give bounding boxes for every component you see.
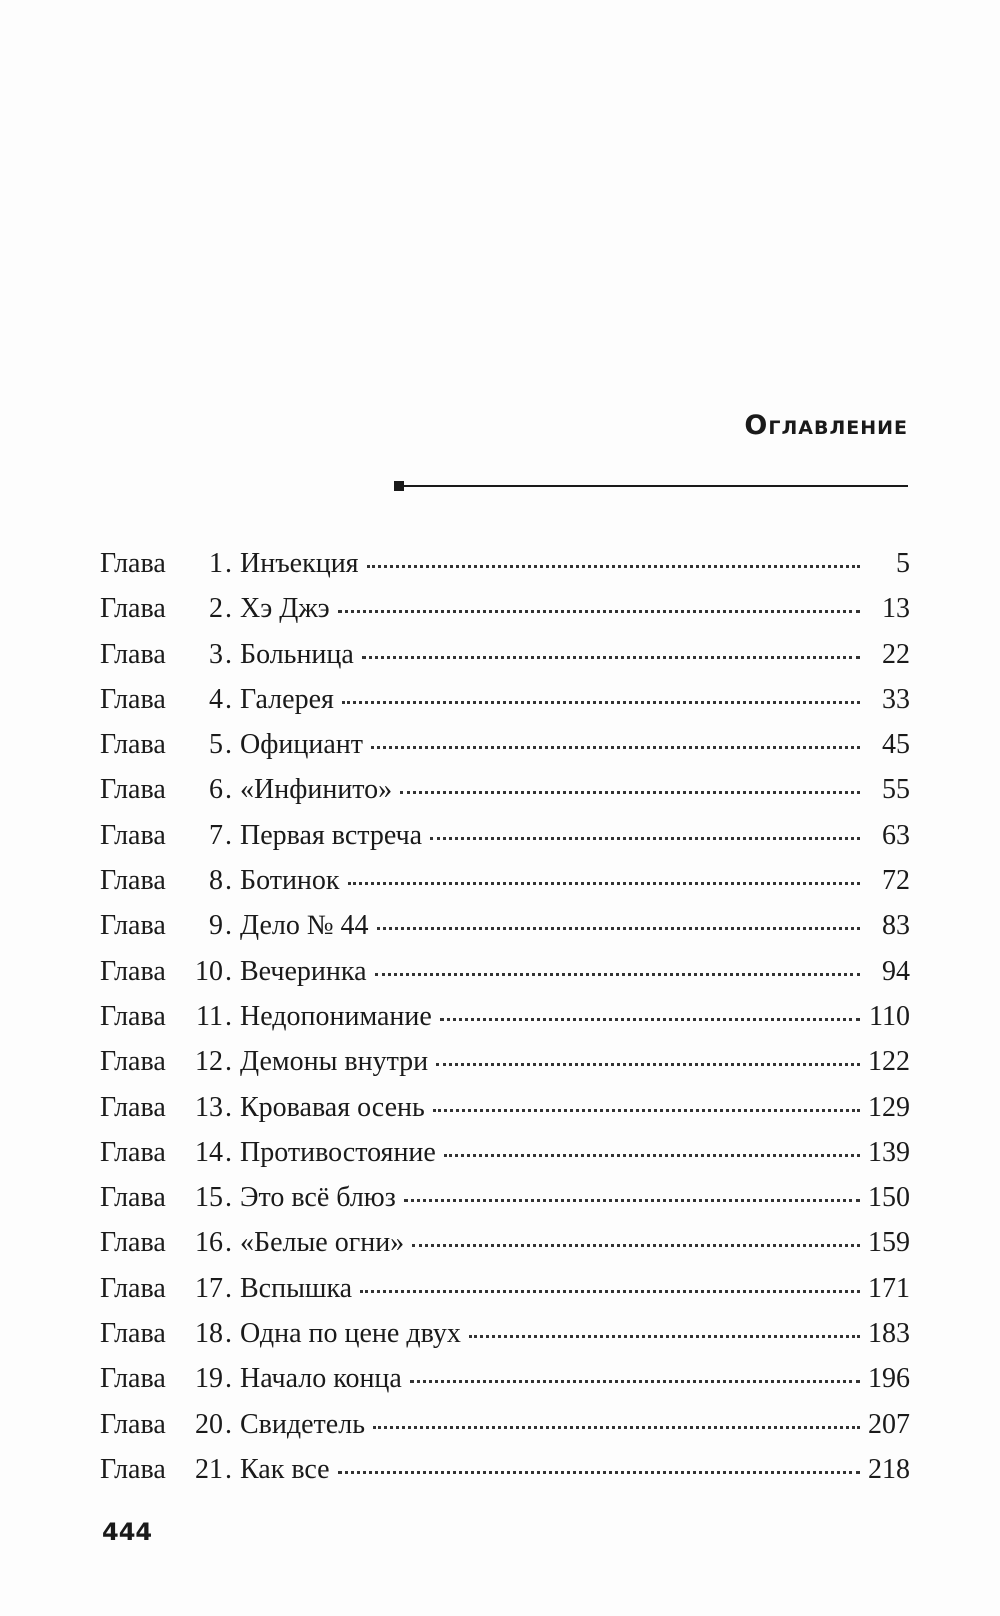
toc-entry-number-dot: . bbox=[225, 1272, 232, 1304]
toc-entry-number-dot: . bbox=[225, 865, 232, 897]
toc-entry[interactable] bbox=[100, 1318, 910, 1363]
rule-line bbox=[402, 485, 908, 487]
toc-entry-page: 196 bbox=[868, 1363, 910, 1395]
toc-entry-word: Глава bbox=[100, 1272, 166, 1304]
toc-entry-number: 13 bbox=[195, 1091, 223, 1123]
toc-entry-word: Глава bbox=[100, 865, 166, 897]
toc-dot-leader bbox=[377, 927, 860, 930]
toc-entry-number-dot: . bbox=[225, 683, 232, 715]
toc-entry-word: Глава bbox=[100, 1091, 166, 1123]
toc-entry-number-dot: . bbox=[225, 548, 232, 579]
toc-entry-title: Свидетель bbox=[240, 1408, 365, 1440]
toc-entry-title: Одна по цене двух bbox=[240, 1318, 461, 1350]
toc-entry-title: Дело № 44 bbox=[240, 910, 369, 942]
toc-entry-title: Кровавая осень bbox=[240, 1091, 425, 1123]
toc-entry-number-dot: . bbox=[225, 910, 232, 942]
toc-entry-number: 5 bbox=[209, 729, 223, 761]
toc-entry[interactable] bbox=[100, 1092, 910, 1137]
toc-dot-leader bbox=[430, 837, 860, 840]
toc-entry-word: Глава bbox=[100, 729, 166, 761]
toc-entry-number-dot: . bbox=[225, 1182, 232, 1214]
toc-entry-number: 15 bbox=[195, 1182, 223, 1214]
toc-entry-title: Инъекция bbox=[240, 548, 359, 579]
toc-entry[interactable] bbox=[100, 639, 910, 684]
toc-entry-title: «Белые огни» bbox=[240, 1227, 405, 1259]
toc-entry-word: Глава bbox=[100, 955, 166, 987]
toc-entry-word: Глава bbox=[100, 819, 166, 851]
toc-entry-number-dot: . bbox=[225, 1318, 232, 1350]
toc-entry-number-dot: . bbox=[225, 955, 232, 987]
toc-entry-title: Первая встреча bbox=[240, 819, 423, 851]
toc-dot-leader bbox=[362, 656, 860, 659]
toc-entry-number: 1 bbox=[209, 548, 223, 579]
toc-entry-page: 63 bbox=[882, 819, 910, 851]
toc-entry-number-dot: . bbox=[225, 729, 232, 761]
toc-entry-word: Глава bbox=[100, 1000, 166, 1032]
toc-entry[interactable] bbox=[100, 593, 910, 638]
toc-entry-number: 7 bbox=[209, 819, 223, 851]
toc-entry-page: 55 bbox=[882, 774, 910, 806]
toc-entry-number-dot: . bbox=[225, 819, 232, 851]
toc-entry-number-dot: . bbox=[225, 1091, 232, 1123]
toc-entry-page: 150 bbox=[868, 1182, 910, 1214]
toc-entry-page: 171 bbox=[868, 1272, 910, 1304]
toc-dot-leader bbox=[440, 1018, 860, 1021]
toc-dot-leader bbox=[360, 1290, 860, 1293]
toc-dot-leader bbox=[400, 791, 860, 794]
toc-entry-page: 83 bbox=[882, 910, 910, 942]
toc-entry-title: Как все bbox=[240, 1453, 330, 1485]
toc-entry-word: Глава bbox=[100, 683, 166, 715]
toc-entry-page: 159 bbox=[868, 1227, 910, 1259]
toc-entry-page: 218 bbox=[868, 1453, 910, 1485]
page-number: 444 bbox=[102, 1518, 153, 1546]
toc-entry-number-dot: . bbox=[225, 638, 232, 670]
toc-entry[interactable] bbox=[100, 1454, 910, 1499]
toc-dot-leader bbox=[469, 1335, 860, 1338]
toc-entry-page: 94 bbox=[882, 955, 910, 987]
toc-entry[interactable] bbox=[100, 1227, 910, 1272]
toc-entry-number: 9 bbox=[209, 910, 223, 942]
toc-entry-page: 5 bbox=[896, 548, 910, 579]
toc-entry-number-dot: . bbox=[225, 1046, 232, 1078]
toc-entry-title: Галерея bbox=[240, 683, 334, 715]
toc-entry-page: 110 bbox=[869, 1000, 910, 1032]
toc-entry-title: «Инфинито» bbox=[240, 774, 393, 806]
toc-entry-word: Глава bbox=[100, 1227, 166, 1259]
toc-entry-word: Глава bbox=[100, 1182, 166, 1214]
table-of-contents bbox=[100, 548, 910, 1499]
toc-entry-page: 139 bbox=[868, 1136, 910, 1168]
toc-entry[interactable] bbox=[100, 820, 910, 865]
toc-entry-word: Глава bbox=[100, 638, 166, 670]
toc-entry-number: 18 bbox=[195, 1318, 223, 1350]
toc-entry-title: Это всё блюз bbox=[240, 1182, 396, 1214]
toc-dot-leader bbox=[348, 882, 860, 885]
toc-dot-leader bbox=[412, 1244, 860, 1247]
toc-entry-word: Глава bbox=[100, 548, 166, 579]
toc-dot-leader bbox=[367, 565, 860, 568]
toc-entry[interactable] bbox=[100, 729, 910, 774]
toc-entry-title: Демоны внутри bbox=[240, 1046, 429, 1078]
toc-entry[interactable] bbox=[100, 1409, 910, 1454]
toc-entry-page: 45 bbox=[882, 729, 910, 761]
toc-entry-number: 3 bbox=[209, 638, 223, 670]
toc-entry[interactable] bbox=[100, 684, 910, 729]
toc-entry[interactable] bbox=[100, 774, 910, 819]
toc-entry-title: Официант bbox=[240, 729, 363, 761]
toc-entry[interactable] bbox=[100, 1137, 910, 1182]
toc-entry[interactable] bbox=[100, 1001, 910, 1046]
toc-entry-word: Глава bbox=[100, 774, 166, 806]
toc-entry[interactable] bbox=[100, 1273, 910, 1318]
toc-entry-word: Глава bbox=[100, 1046, 166, 1078]
toc-entry[interactable] bbox=[100, 548, 910, 593]
toc-entry-word: Глава bbox=[100, 1408, 166, 1440]
toc-entry-number-dot: . bbox=[225, 1136, 232, 1168]
toc-entry-word: Глава bbox=[100, 1318, 166, 1350]
toc-entry-word: Глава bbox=[100, 1363, 166, 1395]
page-title: Оглавление bbox=[744, 410, 908, 441]
toc-entry-title: Хэ Джэ bbox=[240, 593, 330, 625]
toc-entry-word: Глава bbox=[100, 1453, 166, 1485]
toc-entry-number: 4 bbox=[209, 683, 223, 715]
toc-entry-title: Вечеринка bbox=[240, 955, 367, 987]
toc-entry-number: 10 bbox=[195, 955, 223, 987]
toc-entry-number: 20 bbox=[195, 1408, 223, 1440]
toc-entry[interactable] bbox=[100, 910, 910, 955]
toc-entry-title: Начало конца bbox=[240, 1363, 402, 1395]
toc-entry-word: Глава bbox=[100, 910, 166, 942]
toc-dot-leader bbox=[373, 1426, 860, 1429]
toc-entry-title: Недопонимание bbox=[240, 1000, 432, 1032]
toc-dot-leader bbox=[433, 1109, 860, 1112]
toc-entry[interactable] bbox=[100, 1363, 910, 1408]
toc-entry-number-dot: . bbox=[225, 1408, 232, 1440]
toc-entry-number: 6 bbox=[209, 774, 223, 806]
toc-entry-number-dot: . bbox=[225, 1363, 232, 1395]
toc-dot-leader bbox=[338, 1471, 860, 1474]
toc-entry-word: Глава bbox=[100, 593, 166, 625]
toc-entry-number-dot: . bbox=[225, 593, 232, 625]
toc-entry-page: 33 bbox=[882, 683, 910, 715]
toc-entry-number-dot: . bbox=[225, 1453, 232, 1485]
toc-entry-number: 14 bbox=[195, 1136, 223, 1168]
toc-entry-number: 19 bbox=[195, 1363, 223, 1395]
toc-entry-page: 72 bbox=[882, 865, 910, 897]
toc-entry-word: Глава bbox=[100, 1136, 166, 1168]
toc-entry-number: 21 bbox=[195, 1453, 223, 1485]
toc-dot-leader bbox=[404, 1199, 860, 1202]
toc-entry[interactable] bbox=[100, 1182, 910, 1227]
toc-dot-leader bbox=[375, 973, 861, 976]
toc-dot-leader bbox=[436, 1063, 860, 1066]
toc-entry-title: Противостояние bbox=[240, 1136, 436, 1168]
toc-entry-number: 2 bbox=[209, 593, 223, 625]
toc-dot-leader bbox=[342, 701, 860, 704]
toc-dot-leader bbox=[410, 1380, 860, 1383]
toc-entry-page: 22 bbox=[882, 638, 910, 670]
toc-entry-title: Вспышка bbox=[240, 1272, 353, 1304]
toc-entry[interactable] bbox=[100, 865, 910, 910]
toc-entry-page: 129 bbox=[868, 1091, 910, 1123]
toc-entry-number: 16 bbox=[195, 1227, 223, 1259]
toc-entry-number-dot: . bbox=[225, 774, 232, 806]
toc-entry-number: 11 bbox=[196, 1000, 223, 1032]
toc-entry-title: Ботинок bbox=[240, 865, 340, 897]
title-rule bbox=[394, 480, 908, 492]
toc-dot-leader bbox=[338, 610, 860, 613]
toc-entry-page: 183 bbox=[868, 1318, 910, 1350]
toc-dot-leader bbox=[444, 1154, 860, 1157]
toc-dot-leader bbox=[371, 746, 860, 749]
toc-entry-number-dot: . bbox=[225, 1227, 232, 1259]
toc-entry[interactable] bbox=[100, 1046, 910, 1091]
toc-entry[interactable] bbox=[100, 956, 910, 1001]
toc-entry-page: 122 bbox=[868, 1046, 910, 1078]
toc-entry-page: 207 bbox=[868, 1408, 910, 1440]
toc-entry-number: 17 bbox=[195, 1272, 223, 1304]
toc-entry-number: 12 bbox=[195, 1046, 223, 1078]
toc-entry-number-dot: . bbox=[225, 1000, 232, 1032]
toc-entry-title: Больница bbox=[240, 638, 354, 670]
toc-entry-page: 13 bbox=[882, 593, 910, 625]
toc-entry-number: 8 bbox=[209, 865, 223, 897]
